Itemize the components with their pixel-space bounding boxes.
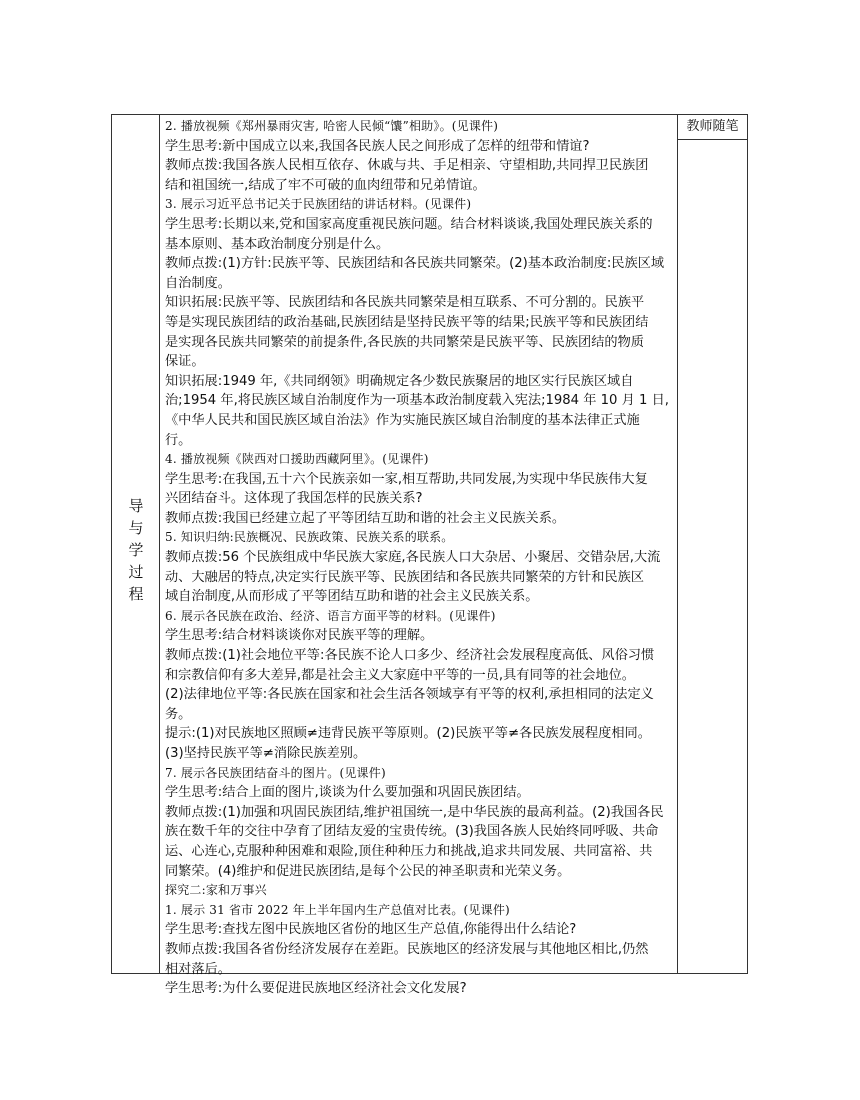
content-line: 7. 展示各民族团结奋斗的图片。(见课件) bbox=[165, 765, 386, 780]
content-line: 教师点拨:我国各省份经济发展存在差距。民族地区的经济发展与其他地区相比,仍然 bbox=[165, 941, 649, 957]
content-line: 2. 播放视频《郑州暴雨灾害, 哈密人民倾“馕”相助》。(见课件) bbox=[165, 119, 499, 133]
section-label-char: 与 bbox=[128, 519, 144, 537]
content-line: 教师点拨:(1)社会地位平等:各民族不论人口多少、经济社会发展程度高低、风俗习惯 bbox=[165, 648, 655, 664]
content-line: 相对落后。 bbox=[165, 961, 231, 977]
content-line: 教师点拨:我国已经建立起了平等团结互助和谐的社会主义民族关系。 bbox=[165, 510, 566, 526]
content-line: 5. 知识归纳:民族概况、民族政策、民族关系的联系。 bbox=[165, 530, 454, 545]
section-label-char: 导 bbox=[128, 497, 144, 515]
content-line: 探究二:家和万事兴 bbox=[165, 883, 267, 898]
content-line: 学生思考:结合材料谈谈你对民族平等的理解。 bbox=[165, 628, 434, 644]
content-line: 学生思考:在我国,五十六个民族亲如一家,相互帮助,共同发展,为实现中华民族伟大复 bbox=[165, 471, 648, 487]
section-label-char: 学 bbox=[128, 541, 144, 559]
content-line: 学生思考:长期以来,党和国家高度重视民族问题。结合材料谈谈,我国处理民族关系的 bbox=[165, 216, 653, 232]
content-line: 知识拓展:民族平等、民族团结和各民族共同繁荣是相互联系、不可分割的。民族平 bbox=[165, 295, 645, 311]
content-line: 域自治制度,从而形成了平等团结互助和谐的社会主义民族关系。 bbox=[165, 589, 539, 605]
lesson-table bbox=[111, 114, 748, 997]
teacher-notes-cell bbox=[677, 115, 747, 973]
content-line: 《中华人民共和国民族区域自治法》作为实施民族区域自治制度的基本法律正式施 bbox=[165, 412, 640, 428]
content-line: 学生思考:新中国成立以来,我国各民族人民之间形成了怎样的纽带和情谊? bbox=[165, 138, 590, 154]
lesson-content-cell bbox=[160, 115, 677, 997]
content-line: 治;1954 年,将民族区域自治制度作为一项基本政治制度载入宪法;1984 年 10 月 1 日, bbox=[165, 393, 669, 409]
content-line: 基本原则、基本政治制度分别是什么。 bbox=[165, 236, 390, 252]
lesson-content bbox=[165, 117, 671, 999]
teacher-notes-header: 教师随笔 bbox=[678, 115, 747, 140]
content-line: 学生思考:为什么要促进民族地区经济社会文化发展? bbox=[165, 981, 467, 997]
content-line: 3. 展示习近平总书记关于民族团结的讲话材料。(见课件) bbox=[165, 197, 472, 212]
content-line: 学生思考:结合上面的图片,谈谈为什么要加强和巩固民族团结。 bbox=[165, 785, 530, 801]
section-label-cell bbox=[112, 115, 160, 973]
content-line: 族在数千年的交往中孕育了团结友爱的宝贵传统。(3)我国各族人民始终同呼吸、共命 bbox=[165, 824, 659, 840]
section-label bbox=[112, 495, 160, 605]
content-line: (2)法律地位平等:各民族在国家和社会生活各领域享有平等的权利,承担相同的法定义 bbox=[165, 687, 654, 703]
content-line: 1. 展示 31 省市 2022 年上半年国内生产总值对比表。(见课件) bbox=[165, 902, 510, 917]
content-line: 教师点拨:(1)方针:民族平等、民族团结和各民族共同繁荣。(2)基本政治制度:民族区域 bbox=[165, 256, 665, 272]
section-label-char: 过 bbox=[128, 563, 144, 581]
content-line: 务。 bbox=[165, 706, 192, 722]
content-line: 行。 bbox=[165, 432, 192, 448]
content-line: 和宗教信仰有多大差异,都是社会主义大家庭中平等的一员,具有同等的社会地位。 bbox=[165, 667, 635, 683]
content-line: 保证。 bbox=[165, 354, 205, 370]
content-line: 自治制度。 bbox=[165, 275, 231, 291]
content-line: 运、心连心,克服种种困难和艰险,顶住种种压力和挑战,追求共同发展、共同富裕、共 bbox=[165, 843, 653, 859]
content-line: 教师点拨:(1)加强和巩固民族团结,维护祖国统一,是中华民族的最高利益。(2)我国各民 bbox=[165, 804, 664, 820]
content-line: 知识拓展:1949 年,《共同纲领》明确规定各少数民族聚居的地区实行民族区域自 bbox=[165, 373, 634, 389]
content-line: 提示:(1)对民族地区照顾≠违背民族平等原则。(2)民族平等≠各民族发展程度相同。 bbox=[165, 726, 651, 742]
content-line: (3)坚持民族平等≠消除民族差别。 bbox=[165, 746, 367, 761]
content-line: 等是实现民族团结的政治基础,民族团结是坚持民族平等的结果;民族平等和民族团结 bbox=[165, 314, 649, 330]
content-line: 学生思考:查找左图中民族地区省份的地区生产总值,你能得出什么结论? bbox=[165, 922, 577, 938]
content-line: 4. 播放视频《陕西对口援助西藏阿里》。(见课件) bbox=[165, 452, 429, 467]
content-line: 教师点拨:我国各族人民相互依存、休戚与共、手足相亲、守望相助,共同捍卫民族团 bbox=[165, 158, 649, 174]
content-line: 教师点拨:56 个民族组成中华民族大家庭,各民族人口大杂居、小聚居、交错杂居,大流 bbox=[165, 550, 661, 566]
content-line: 兴团结奋斗。这体现了我国怎样的民族关系? bbox=[165, 491, 423, 507]
content-line: 同繁荣。(4)维护和促进民族团结,是每个公民的神圣职责和光荣义务。 bbox=[165, 863, 571, 879]
content-line: 动、大融居的特点,决定实行民族平等、民族团结和各民族共同繁荣的方针和民族区 bbox=[165, 569, 644, 585]
section-label-char: 程 bbox=[128, 585, 144, 603]
content-line: 是实现各民族共同繁荣的前提条件,各民族的共同繁荣是民族平等、民族团结的物质 bbox=[165, 334, 644, 350]
content-line: 6. 展示各民族在政治、经济、语言方面平等的材料。(见课件) bbox=[165, 608, 496, 623]
content-line: 结和祖国统一,结成了牢不可破的血肉纽带和兄弟情谊。 bbox=[165, 177, 486, 193]
